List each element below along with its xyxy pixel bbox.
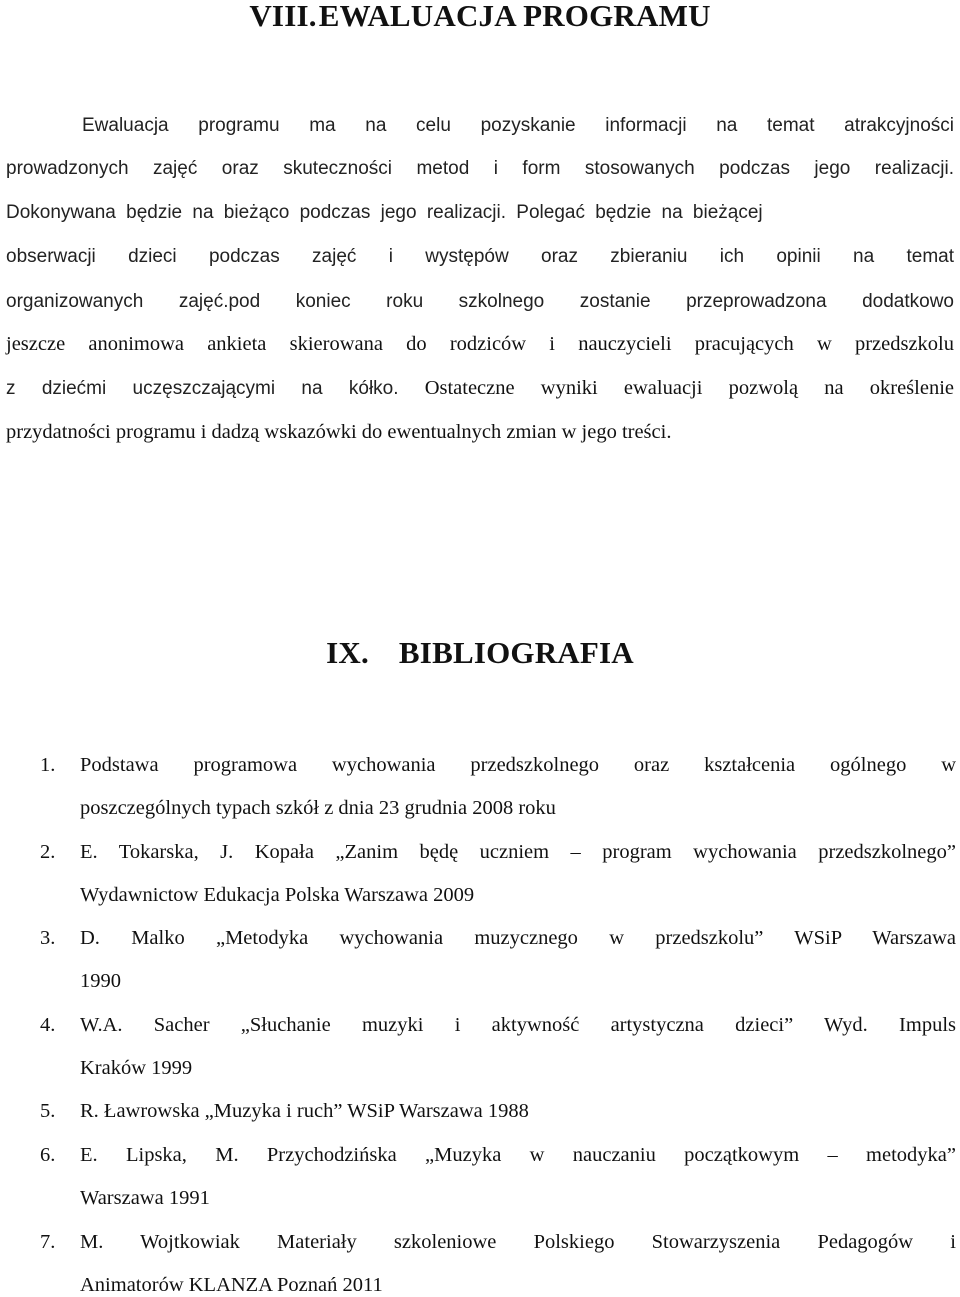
section-number: IX. [326, 635, 369, 670]
paragraph-line: obserwacji dzieci podczas zajęć i występów oraz zbieraniu ich opinii na temat [6, 246, 954, 267]
paragraph-line: jeszcze anonimowa ankieta skierowana do rodziców i nauczycieli pracujących w przedszkolu [6, 333, 954, 355]
paragraph-fragment: organizowanych zajęć. [6, 291, 229, 312]
item-number: 5. [40, 1100, 56, 1122]
section-heading-evaluation [0, 0, 960, 31]
item-text-line: Wydawnictow Edukacja Polska Warszawa 2009 [80, 884, 475, 906]
section-title: EWALUACJA PROGRAMU [318, 0, 711, 33]
item-number: 3. [40, 927, 56, 949]
item-text-line: Warszawa 1991 [80, 1187, 210, 1209]
paragraph-fragment: Ostateczne wyniki ewaluacji pozwolą na określenie [424, 377, 954, 399]
item-number: 4. [40, 1014, 56, 1036]
item-number: 2. [40, 841, 56, 863]
paragraph-line [6, 376, 954, 401]
paragraph-line: Ewaluacja programu ma na celu pozyskanie informacji na temat atrakcyjności [82, 115, 954, 136]
item-text-line: E. Tokarska, J. Kopała „Zanim będę uczniem – program wychowania przedszkolnego” [80, 841, 956, 863]
item-text-line: poszczególnych typach szkół z dnia 23 grudnia 2008 roku [80, 797, 556, 819]
item-text-line: 1990 [80, 970, 121, 992]
item-text-line: Kraków 1999 [80, 1057, 193, 1079]
item-text-line: W.A. Sacher „Słuchanie muzyki i aktywność artystyczna dzieci” Wyd. Impuls [80, 1014, 956, 1036]
item-text-line: R. Ławrowska „Muzyka i ruch” WSiP Warszawa 1988 [80, 1100, 529, 1122]
paragraph-line: przydatności programu i dadzą wskazówki do ewentualnych zmian w jego treści. [6, 421, 672, 443]
paragraph-line: prowadzonych zajęć oraz skuteczności metod i form stosowanych podczas jego realizacji. [6, 158, 954, 179]
item-text-line: D. Malko „Metodyka wychowania muzycznego w przedszkolu” WSiP Warszawa [80, 927, 956, 949]
item-number: 6. [40, 1144, 56, 1166]
item-text-line: E. Lipska, M. Przychodzińska „Muzyka w nauczaniu początkowym – metodyka” [80, 1144, 956, 1166]
item-number: 7. [40, 1231, 56, 1253]
paragraph-line [6, 289, 954, 314]
section-heading-bibliography [0, 637, 960, 668]
section-title: BIBLIOGRAFIA [398, 635, 634, 670]
item-text-line: Animatorów KLANZA Poznań 2011 [80, 1274, 383, 1296]
section-number: VIII. [249, 0, 317, 33]
paragraph-fragment: pod koniec roku szkolnego zostanie przeprowadzona dodatkowo [228, 291, 954, 312]
paragraph-line: Dokonywana będzie na bieżąco podczas jego realizacji. Polegać będzie na bieżącej [6, 202, 763, 223]
item-number: 1. [40, 754, 56, 776]
item-text-line: M. Wojtkowiak Materiały szkoleniowe Polskiego Stowarzyszenia Pedagogów i [80, 1231, 956, 1253]
paragraph-fragment: z dziećmi uczęszczającymi na kółko. [6, 378, 399, 399]
item-text-line: Podstawa programowa wychowania przedszkolnego oraz kształcenia ogólnego w [80, 754, 956, 776]
